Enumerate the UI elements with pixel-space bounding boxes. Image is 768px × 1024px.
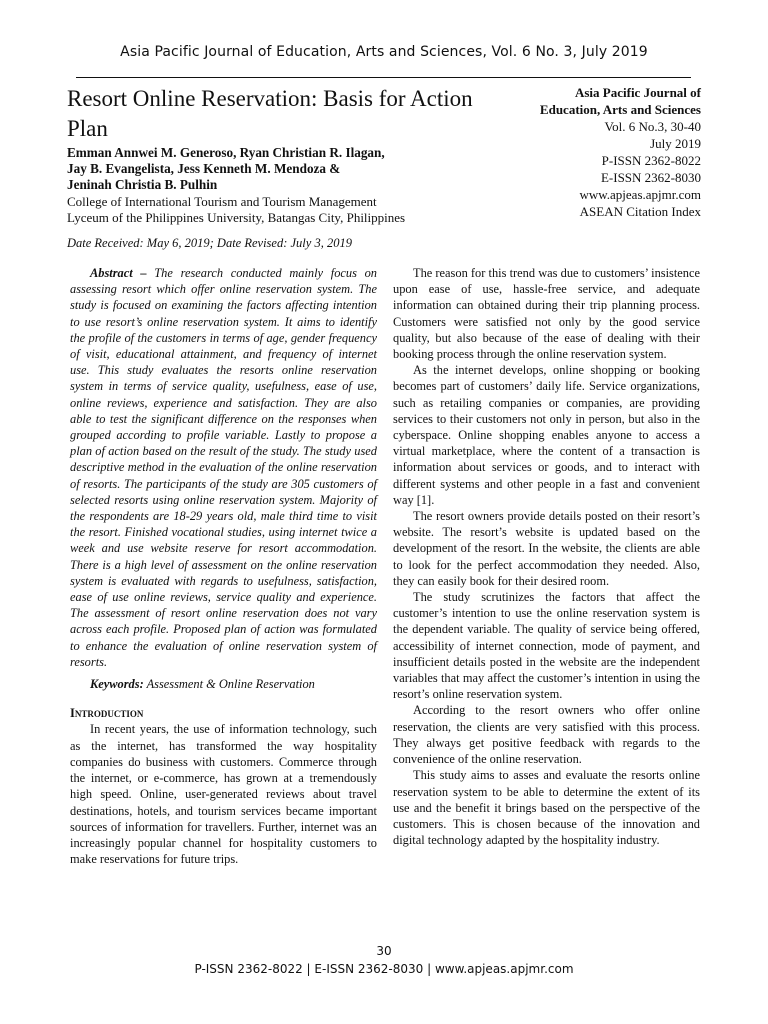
journal-volume: Vol. 6 No.3, 30-40 (604, 119, 701, 134)
journal-name: Asia Pacific Journal of (574, 85, 701, 100)
journal-info (481, 84, 701, 220)
author-line: Jay B. Evangelista, Jess Kenneth M. Mendoza & (67, 161, 341, 176)
submission-dates: Date Received: May 6, 2019; Date Revised: July 3, 2019 (67, 236, 352, 250)
journal-date: July 2019 (650, 136, 701, 151)
body-paragraph: The study scrutinizes the factors that affect the customer’s intention to use the online reservation system is the dependent variable. The quality of service being offered, accessibility of internet connection, mode of payment, and insufficient details posted in the website are the independent variables that may affect the customer’s intention in using the resort’s online reservation system. (393, 590, 700, 702)
affiliation (67, 194, 487, 226)
journal-website: www.apjeas.apjmr.com (579, 187, 701, 202)
author-list (67, 145, 447, 193)
right-column (393, 265, 700, 848)
body-paragraph: The resort owners provide details posted on their resort’s website. The resort’s website is updated based on the development of the resort. In the website, the clients are able to look for the perfect accommodation they needed. Also, they can easily book for their desired room. (393, 509, 700, 588)
abstract-label: Abstract – (90, 266, 147, 280)
abstract (70, 265, 377, 670)
journal-eissn: E-ISSN 2362-8030 (600, 170, 701, 185)
header-rule (76, 77, 691, 78)
affiliation-line: Lyceum of the Philippines University, Batangas City, Philippines (67, 210, 406, 225)
affiliation-line: College of International Tourism and Tourism Management (67, 194, 377, 209)
intro-paragraph: In recent years, the use of information technology, such as the internet, has transformed the way hospitality companies do business with customers. Commerce through the internet, or e-commerce, has grown at a tremendously high speed. Online, user-generated reviews about travel destinations, hotels, and tourism services became important sources of information for travellers. Further, internet was an increasingly popular channel for hospitality customers to make reservations for future trips. (70, 722, 377, 867)
left-column (70, 265, 377, 867)
running-header: Asia Pacific Journal of Education, Arts and Sciences, Vol. 6 No. 3, July 2019 (120, 44, 648, 60)
page-footer: P-ISSN 2362-8022 | E-ISSN 2362-8030 | www.apjeas.apjmr.com (194, 962, 574, 976)
keywords-text: Assessment & Online Reservation (143, 677, 315, 692)
body-paragraph: This study aims to asses and evaluate the resorts online reservation system to be able to determine the extent of its use and the benefit it brings based on the perspective of the customers. This is chosen because of the innovation and digital technology adapted by the hospitality industry. (393, 768, 700, 848)
keywords-label: Keywords: (90, 677, 144, 692)
abstract-text: The research conducted mainly focus on assessing resort which offer online reservation system. The study is focused on examining the factors affecting intention to use resort’s online reservation system. It aims to identify the profile of the customers in terms of age, gender frequency of visit, educational attainment, and frequency of internet use. This study evaluates the resorts online reservation system in terms of service quality, usefulness, ease of use, online reviews, experience and satisfaction. They are also able to test the significant difference on the responses when grouped according to profile variable. Lastly to propose a plan of action based on the result of the study. The study used descriptive method in the evaluation of the online reservation of resorts. The participants of the study are 305 customers of selected resorts using online reservation system. Majority of the respondents are 18-29 years old, male third time to visit the resort. Finished vocational studies, using internet twice a week and use website reserve for resort accommodation. There is a high level of assessment on the online reservation system is evaluated with regards to usefulness, satisfaction, ease of use online reviews, service quality and experience. The assessment of resort online reservation does not vary across each profile. Proposed plan of action was formulated to enhance the evaluation of online reservation system of resorts. (70, 266, 378, 669)
journal-index: ASEAN Citation Index (579, 204, 701, 219)
paper-title: Resort Online Reservation: Basis for Action Plan (67, 86, 473, 141)
section-heading-introduction: Introduction (70, 706, 144, 721)
keywords (70, 676, 377, 692)
body-paragraph: As the internet develops, online shopping or booking becomes part of customers’ daily life. Service organizations, such as retailing companies or companies, are providing services to their customers not only in person, but also in the cyberspace. Online shopping enables anyone to access a virtual marketplace, where the content of a transaction is information about services or goods, and to interact with different systems and other people in a fast and convenient way [1]. (393, 363, 700, 507)
body-paragraph: According to the resort owners who offer online reservation, the clients are very satisfied with this process. They always get positive feedback with regards to the convenience of the online reservation. (393, 703, 700, 767)
author-line: Emman Annwei M. Generoso, Ryan Christian R. Ilagan, (67, 145, 385, 160)
journal-pissn: P-ISSN 2362-8022 (601, 153, 701, 168)
body-paragraph: The reason for this trend was due to customers’ insistence upon ease of use, hassle-free service, and adequate information can obtained during their trip planning process. Customers were satisfied not only by the good service quality, but also because of the ease of dealing with their booking process through the online reservation system. (393, 266, 700, 362)
page-number: 30 (376, 944, 392, 958)
journal-name: Education, Arts and Sciences (539, 102, 701, 117)
author-line: Jeninah Christia B. Pulhin (67, 177, 218, 192)
